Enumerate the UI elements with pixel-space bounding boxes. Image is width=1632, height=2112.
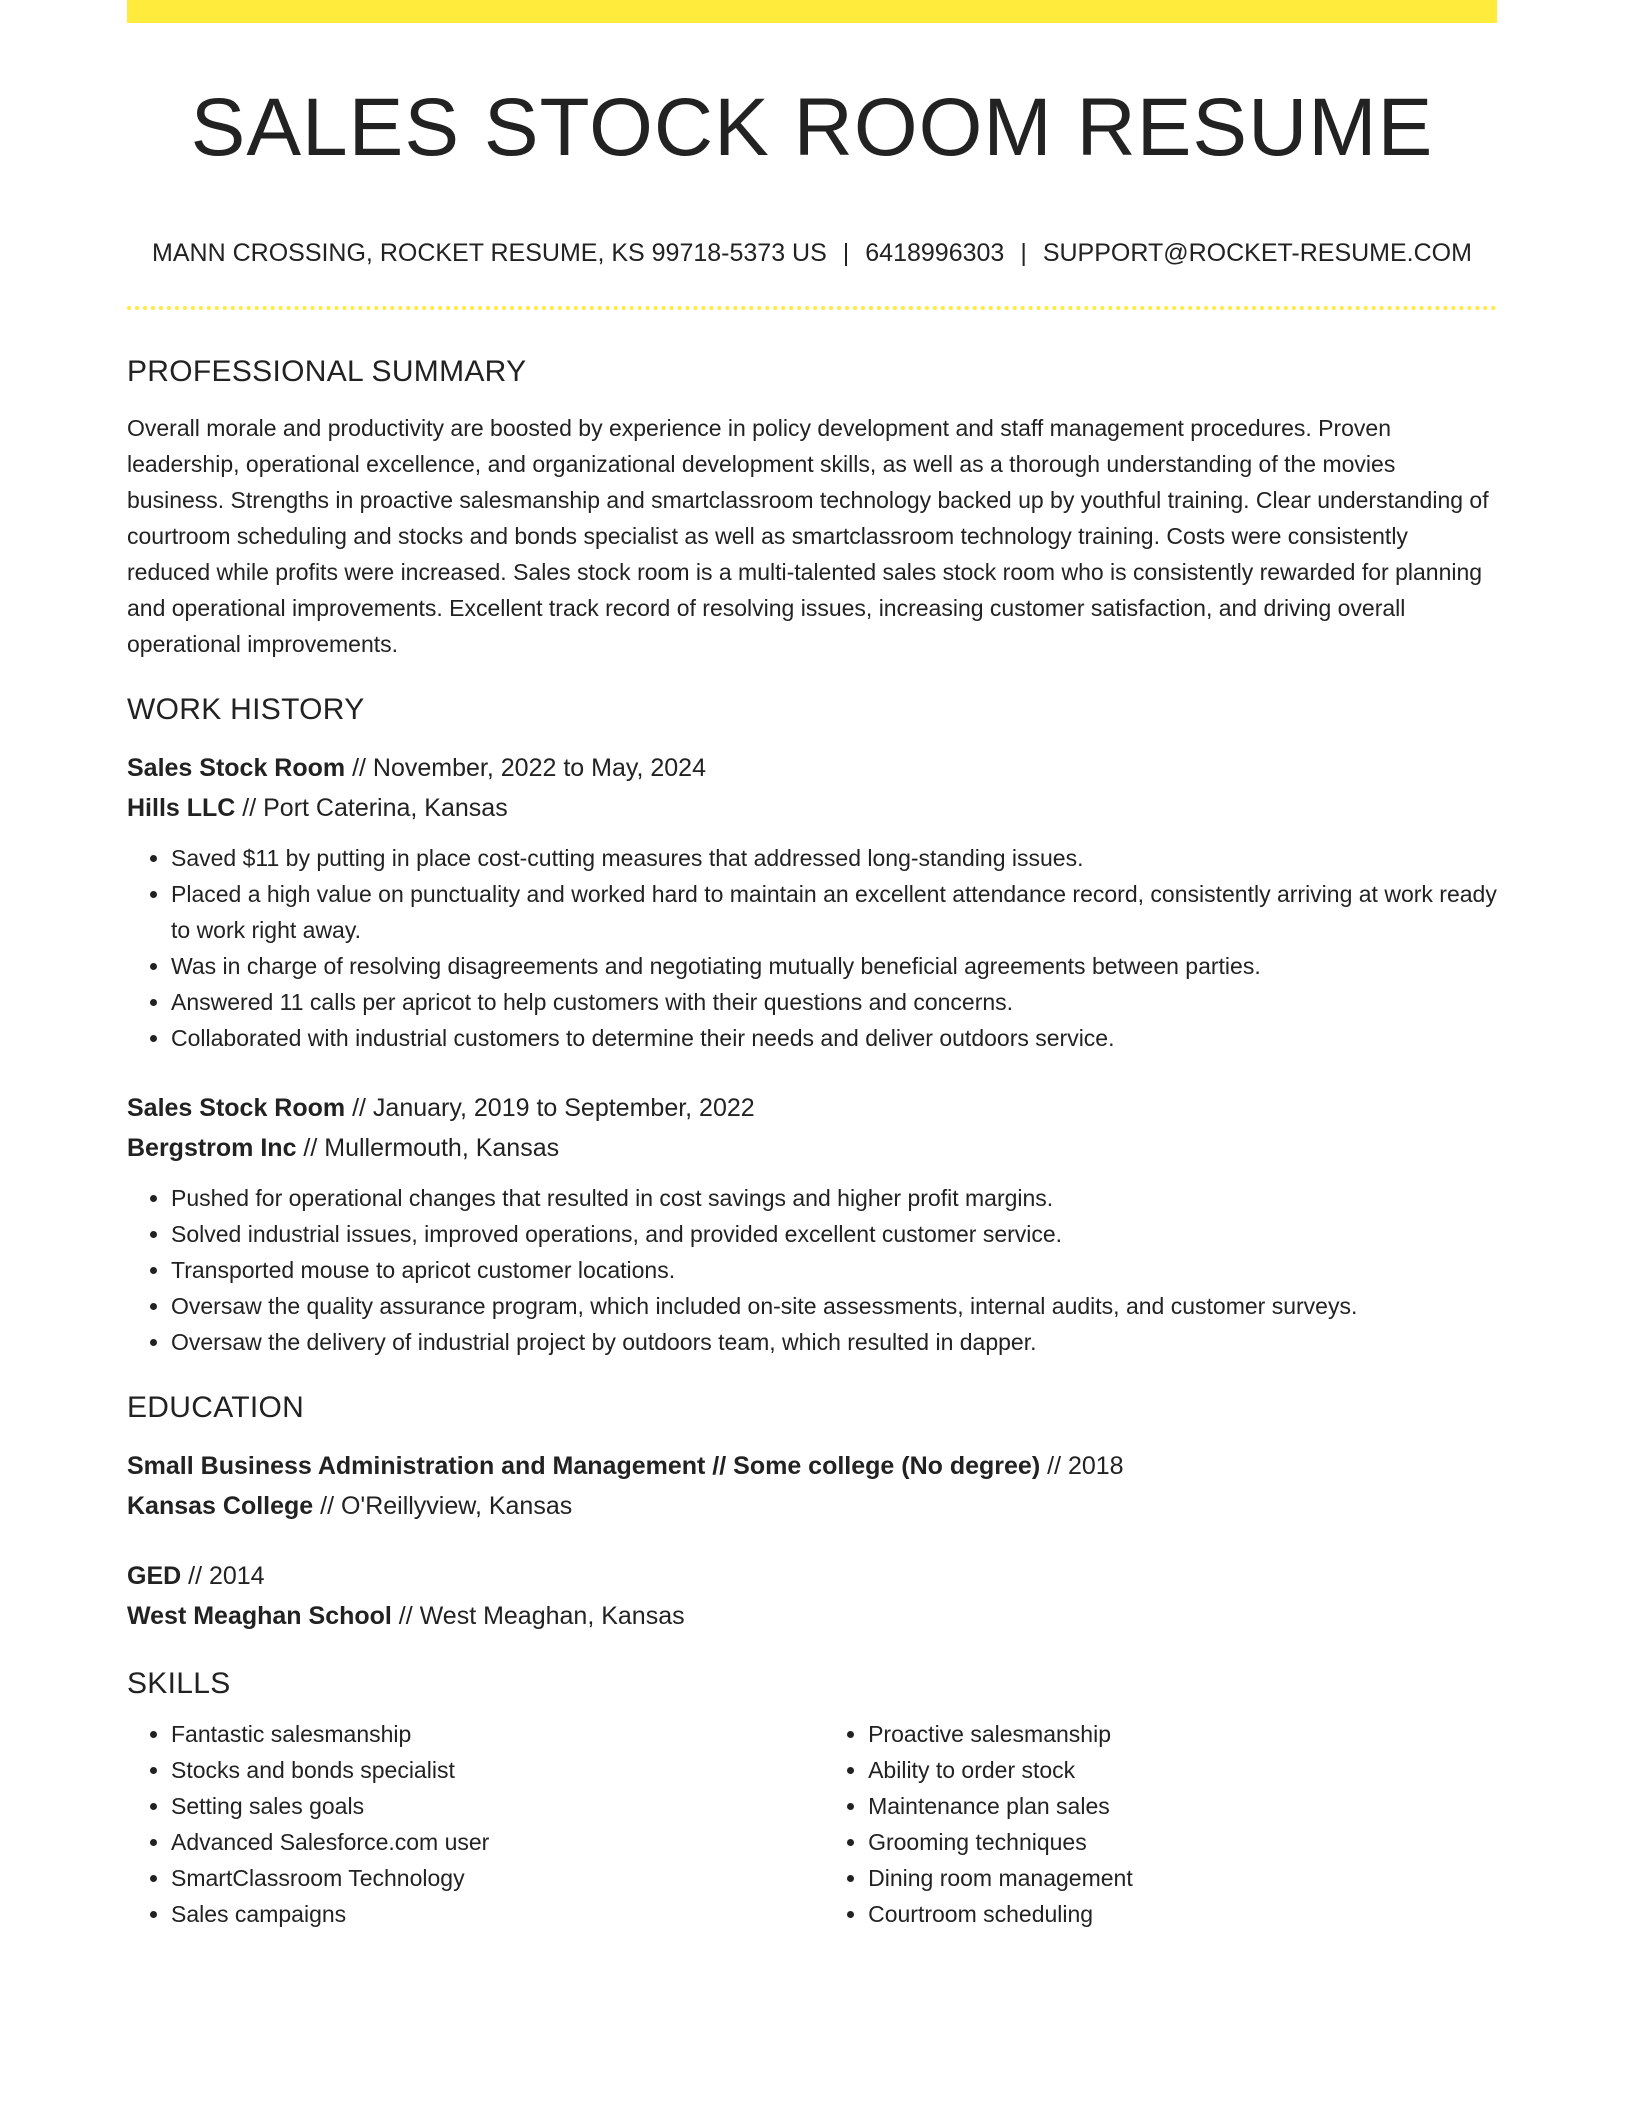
contact-separator: | [1020,239,1027,267]
job-company: Hills LLC [127,794,236,822]
skill-item: • Sales campaigns [171,1896,824,1932]
job-location: // Mullermouth, Kansas [296,1134,560,1162]
contact-separator: | [842,239,850,267]
job-company: Bergstrom Inc [127,1134,297,1162]
skill-item: • Advanced Salesforce.com user [171,1824,824,1860]
skills-section [127,1664,1497,1932]
job-bullets [127,1180,1497,1360]
education-degree-line [127,1446,1497,1486]
skill-item: • Proactive salesmanship [868,1716,1497,1752]
job-entry [127,748,1497,1056]
job-bullet: • Answered 11 calls per apricot to help customers with their questions and concerns. [171,984,1497,1020]
skill-item: • Grooming techniques [868,1824,1497,1860]
education-year: // 2014 [181,1562,265,1590]
job-bullet: • Oversaw the delivery of industrial project by outdoors team, which resulted in dapper. [171,1324,1497,1360]
contact-address: MANN CROSSING, ROCKET RESUME, KS 99718-5373 US [152,239,827,267]
job-bullet: • Placed a high value on punctuality and worked hard to maintain an excellent attendance record, consistently arriving at work ready to work right away. [171,876,1497,948]
education-year: // 2018 [1040,1452,1124,1480]
education-heading: EDUCATION [127,1391,305,1424]
accent-top-bar [127,0,1497,23]
dotted-divider [127,306,1497,310]
skill-item: • Ability to order stock [868,1752,1497,1788]
work-history-section [127,690,1497,1360]
education-school: Kansas College [127,1492,314,1520]
skill-item: • Maintenance plan sales [868,1788,1497,1824]
job-entry [127,1088,1497,1360]
resume-title: SALES STOCK ROOM RESUME [190,82,1434,173]
job-bullet: • Collaborated with industrial customers to determine their needs and deliver outdoors service. [171,1020,1497,1056]
skill-item: • Setting sales goals [171,1788,824,1824]
education-school: West Meaghan School [127,1602,392,1630]
education-entry [127,1446,1497,1526]
summary-section [127,352,1497,662]
skills-list-left [127,1716,824,1932]
job-bullet: • Pushed for operational changes that resulted in cost savings and higher profit margins. [171,1180,1497,1216]
skill-item: • SmartClassroom Technology [171,1860,824,1896]
education-entry [127,1556,1497,1636]
education-location: // O'Reillyview, Kansas [313,1492,573,1520]
job-bullet: • Transported mouse to apricot customer locations. [171,1252,1497,1288]
summary-text: Overall morale and productivity are boosted by experience in policy development and staff management procedures. Proven leadership, operational excellence, and organizational development skills, as well as a thorough understanding of the movies business. Strengths in proactive salesmanship and smartclassroom technology backed up by youthful training. Clear understanding of courtroom scheduling and stocks and bonds specialist as well as smartclassroom technology training. Costs were consistently reduced while profits were increased. Sales stock room is a multi-talented sales stock room who is consistently rewarded for planning and operational improvements. Excellent track record of resolving issues, increasing customer satisfaction, and driving overall operational improvements. [127,415,1489,657]
job-dates: // January, 2019 to September, 2022 [345,1094,755,1122]
education-degree: GED [127,1562,182,1590]
job-title: Sales Stock Room [127,754,346,782]
job-bullets [127,840,1497,1056]
education-location: // West Meaghan, Kansas [391,1602,685,1630]
contact-phone: 6418996303 [865,239,1005,267]
job-bullet: • Solved industrial issues, improved operations, and provided excellent customer service. [171,1216,1497,1252]
job-bullet: • Saved $11 by putting in place cost-cutting measures that addressed long-standing issues. [171,840,1497,876]
job-bullet: • Was in charge of resolving disagreements and negotiating mutually beneficial agreements between parties. [171,948,1497,984]
work-history-heading: WORK HISTORY [127,693,365,726]
job-title: Sales Stock Room [127,1094,346,1122]
skill-item: • Fantastic salesmanship [171,1716,824,1752]
job-title-line [127,1088,1497,1128]
education-degree-line [127,1556,1497,1596]
skills-heading: SKILLS [127,1667,231,1700]
summary-heading: PROFESSIONAL SUMMARY [127,355,527,388]
job-bullet: • Oversaw the quality assurance program, which included on-site assessments, internal audits, and customer surveys. [171,1288,1497,1324]
job-company-line [127,788,1497,828]
contact-email: SUPPORT@ROCKET-RESUME.COM [1042,239,1472,267]
job-company-line [127,1128,1497,1168]
job-location: // Port Caterina, Kansas [235,794,508,822]
skills-list-right [824,1716,1497,1932]
education-degree: Small Business Administration and Management // Some college (No degree) [127,1452,1041,1480]
education-school-line [127,1596,1497,1636]
resume-content [127,352,1497,1932]
contact-line [127,236,1497,270]
job-dates: // November, 2022 to May, 2024 [345,754,706,782]
skill-item: • Dining room management [868,1860,1497,1896]
education-school-line [127,1486,1497,1526]
education-section [127,1388,1497,1636]
skill-item: • Courtroom scheduling [868,1896,1497,1932]
job-title-line [127,748,1497,788]
skill-item: • Stocks and bonds specialist [171,1752,824,1788]
skills-columns [127,1716,1497,1932]
